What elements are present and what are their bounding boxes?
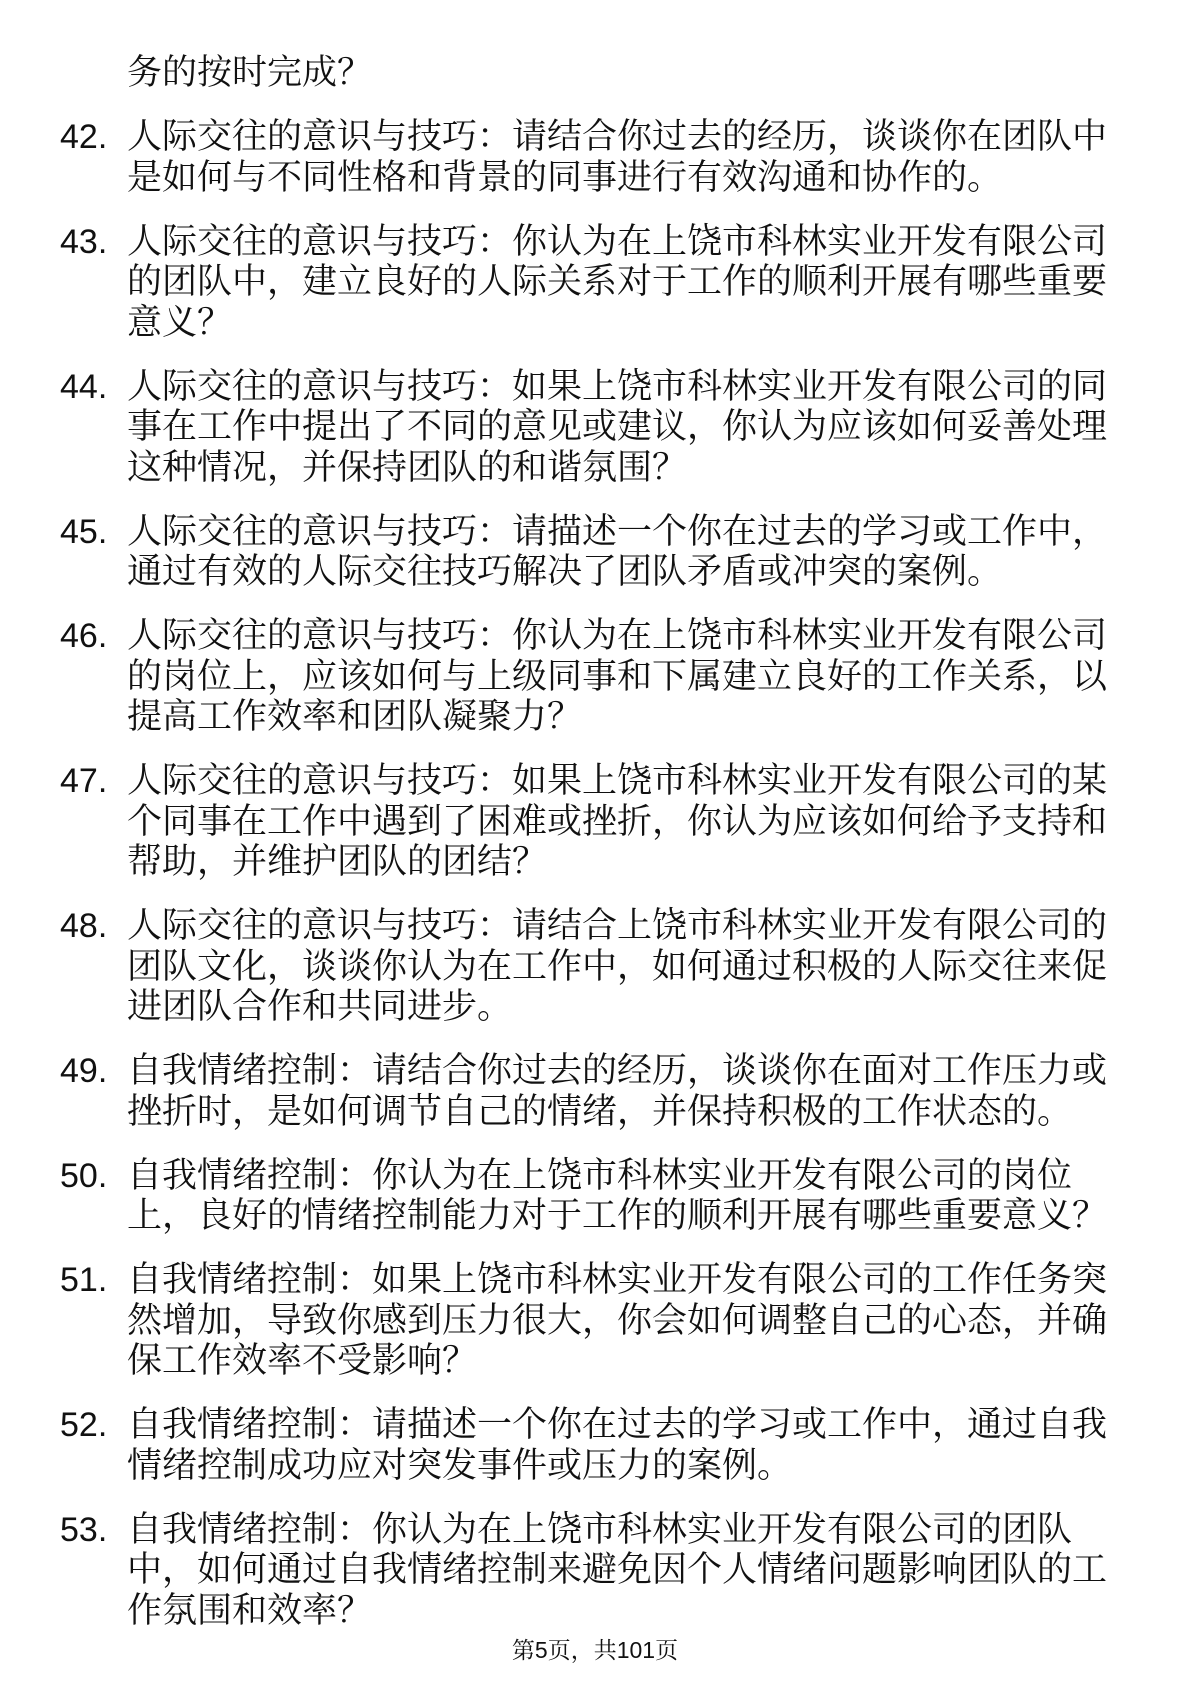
text-line: 进团队合作和共同进步。 <box>127 987 513 1026</box>
text-line: 自我情绪控制：请描述一个你在过去的学习或工作中，通过自我 <box>127 1405 1108 1444</box>
page-footer: 第5页，共101页 <box>511 1637 679 1663</box>
text-line: 是如何与不同性格和背景的同事进行有效沟通和协作的。 <box>127 157 1003 197</box>
text-line: 自我情绪控制：你认为在上饶市科林实业开发有限公司的团队 <box>127 1509 1073 1549</box>
question-44 <box>0 367 1190 489</box>
question-49 <box>0 1051 1190 1132</box>
question-number: 45. <box>60 512 108 551</box>
text-line: 挫折时，是如何调节自己的情绪，并保持积极的工作状态的。 <box>127 1091 1073 1131</box>
question-number: 50. <box>60 1156 108 1195</box>
continuation-paragraph <box>0 53 1190 94</box>
text-line: 人际交往的意识与技巧：请结合上饶市科林实业开发有限公司的 <box>127 906 1108 945</box>
text-line: 事在工作中提出了不同的意见或建议，你认为应该如何妥善处理 <box>127 407 1108 446</box>
question-number: 46. <box>60 617 108 655</box>
question-42 <box>0 117 1190 198</box>
text-line: 务的按时完成？ <box>127 53 373 92</box>
question-46 <box>0 616 1190 738</box>
question-43 <box>0 222 1190 344</box>
question-number: 47. <box>60 762 108 800</box>
question-48 <box>0 906 1190 1028</box>
question-number: 42. <box>60 118 108 156</box>
question-53 <box>0 1510 1190 1632</box>
question-45 <box>0 512 1190 593</box>
text-line: 帮助，并维护团队的团结？ <box>127 842 548 881</box>
text-line: 的团队中，建立良好的人际关系对于工作的顺利开展有哪些重要 <box>127 262 1108 301</box>
text-line: 提高工作效率和团队凝聚力？ <box>127 697 583 736</box>
text-line: 上，良好的情绪控制能力对于工作的顺利开展有哪些重要意义？ <box>127 1196 1108 1235</box>
text-line: 人际交往的意识与技巧：如果上饶市科林实业开发有限公司的同 <box>127 366 1108 406</box>
text-line: 通过有效的人际交往技巧解决了团队矛盾或冲突的案例。 <box>127 552 1003 591</box>
question-number: 53. <box>60 1510 108 1549</box>
text-line: 保工作效率不受影响？ <box>127 1341 478 1380</box>
question-number: 48. <box>60 907 108 945</box>
text-line: 作氛围和效率？ <box>127 1590 373 1630</box>
text-line: 情绪控制成功应对突发事件或压力的案例。 <box>127 1445 793 1485</box>
text-line: 人际交往的意识与技巧：请描述一个你在过去的学习或工作中， <box>127 511 1108 551</box>
text-line: 自我情绪控制：你认为在上饶市科林实业开发有限公司的岗位 <box>127 1155 1073 1195</box>
question-50 <box>0 1156 1190 1237</box>
text-line: 团队文化，谈谈你认为在工作中，如何通过积极的人际交往来促 <box>127 946 1108 986</box>
question-number: 49. <box>60 1052 108 1090</box>
question-number: 43. <box>60 222 108 261</box>
text-line: 意义？ <box>127 302 233 342</box>
text-line: 人际交往的意识与技巧：你认为在上饶市科林实业开发有限公司 <box>127 221 1108 261</box>
question-list <box>0 53 1190 1631</box>
question-number: 51. <box>60 1261 108 1299</box>
text-line: 然增加，导致你感到压力很大，你会如何调整自己的心态，并确 <box>127 1300 1108 1340</box>
text-line: 的岗位上，应该如何与上级同事和下属建立良好的工作关系，以 <box>127 656 1108 696</box>
text-line: 自我情绪控制：如果上饶市科林实业开发有限公司的工作任务突 <box>127 1260 1108 1299</box>
question-52 <box>0 1405 1190 1486</box>
text-line: 自我情绪控制：请结合你过去的经历，谈谈你在面对工作压力或 <box>127 1051 1108 1090</box>
question-47 <box>0 761 1190 883</box>
text-line: 人际交往的意识与技巧：你认为在上饶市科林实业开发有限公司 <box>127 616 1108 655</box>
question-number: 44. <box>60 367 108 406</box>
text-line: 个同事在工作中遇到了困难或挫折，你认为应该如何给予支持和 <box>127 801 1108 841</box>
text-line: 中，如何通过自我情绪控制来避免因个人情绪问题影响团队的工 <box>127 1550 1108 1589</box>
text-line: 这种情况，并保持团队的和谐氛围？ <box>127 447 688 487</box>
question-51 <box>0 1260 1190 1382</box>
text-line: 人际交往的意识与技巧：如果上饶市科林实业开发有限公司的某 <box>127 761 1108 800</box>
question-number: 52. <box>60 1406 108 1444</box>
text-line: 人际交往的意识与技巧：请结合你过去的经历，谈谈你在团队中 <box>127 117 1108 156</box>
